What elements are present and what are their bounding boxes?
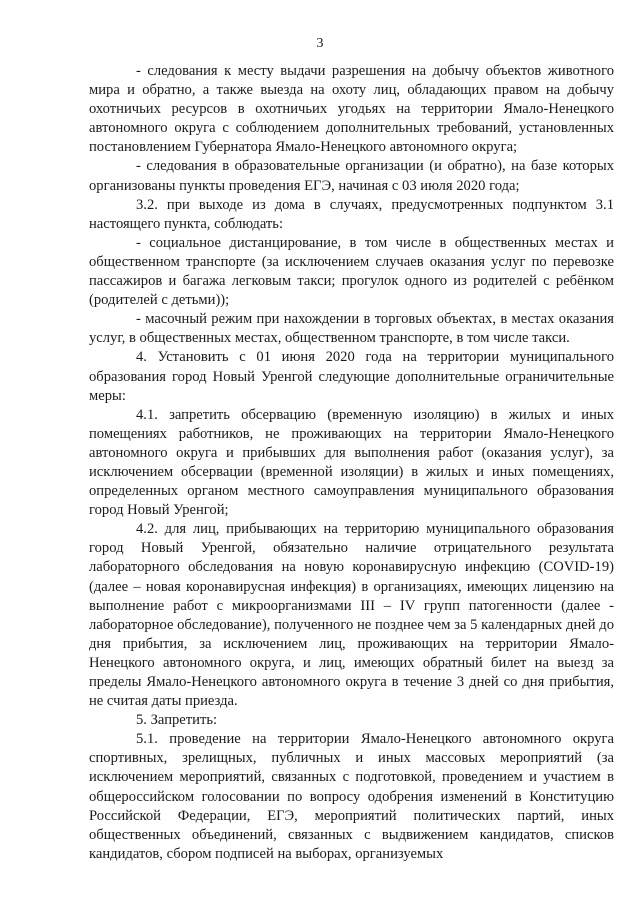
paragraph-5: 5. Запретить: xyxy=(136,712,218,729)
paragraph-4: 4. Установить с 01 июня 2020 года на территории муниципального образования город Новый Уренгой следующие дополнительные ограничительные меры: xyxy=(89,349,614,404)
page-number: 3 xyxy=(316,36,324,51)
paragraph-4-1: 4.1. запретить обсервацию (временную изоляцию) в жилых и иных помещениях работников, не проживающих на территории Ямало-Ненецкого автономного округа и прибывших для выполнения работ (оказания услуг), за исключением обсервации (временной изоляции) в жилых и иных помещениях, определенных органом местного самоуправления муниципального образования город Новый Уренгой; xyxy=(89,406,614,519)
paragraph-hunting-travel: - следования к месту выдачи разрешения на добычу объектов животного мира и обратно, а также выезда на охоту лиц, обладающих правом на добычу охотничьих ресурсов в охотничьих угодьях на территории Ямало-Ненецкого автономного округа с соблюдением дополнительных требований, установленных постановлением Губернатора Ямало-Ненецкого автономного округа; xyxy=(89,63,614,156)
paragraph-mask-regime: - масочный режим при нахождении в торговых объектах, в местах оказания услуг, в общественных местах, общественном транспорте, в том числе такси. xyxy=(89,311,614,347)
paragraph-social-distancing: - социальное дистанцирование, в том числе в общественных местах и общественном транспорте (за исключением случаев оказания услуг по перевозке пассажиров и багажа легковым такси; прогулок одного из родителей с ребёнком (родителей с детьми)); xyxy=(89,234,614,309)
paragraph-4-2: 4.2. для лиц, прибывающих на территорию муниципального образования город Новый Уренгой, обязательно наличие отрицательного результата лабораторного обследования на новую коронавирусную инфекцию (COVID-19) (далее – новая коронавирусная инфекция) в организациях, имеющих лицензию на выполнение работ с микроорганизмами III – IV групп патогенности (далее - лабораторное обследование), полученного не позднее чем за 5 календарных дней до дня прибытия, за исключением лиц, проживающих на территории Ямало-Ненецкого автономного округа, и лиц, имеющих обратный билет на выезд за пределы Ямало-Ненецкого автономного округа в течение 3 дней со дня прибытия, не считая даты приезда. xyxy=(89,521,614,710)
document-body xyxy=(89,62,614,864)
paragraph-exam-travel: - следования в образовательные организации (и обратно), на базе которых организованы пункты проведения ЕГЭ, начиная с 03 июля 2020 года; xyxy=(89,158,614,194)
paragraph-5-1: 5.1. проведение на территории Ямало-Ненецкого автономного округа спортивных, зрелищных, публичных и иных массовых мероприятий (за исключением мероприятий, связанных с подготовкой, проведением и участием в общероссийском голосовании по вопросу одобрения изменений в Конституцию Российской Федерации, ЕГЭ, мероприятий политических партий, иных общественных объединений, связанных с выдвижением кандидатов, списков кандидатов, сбором подписей на выборах, организуемых xyxy=(89,731,614,862)
paragraph-3-2: 3.2. при выходе из дома в случаях, предусмотренных подпунктом 3.1 настоящего пункта, соблюдать: xyxy=(89,196,614,232)
